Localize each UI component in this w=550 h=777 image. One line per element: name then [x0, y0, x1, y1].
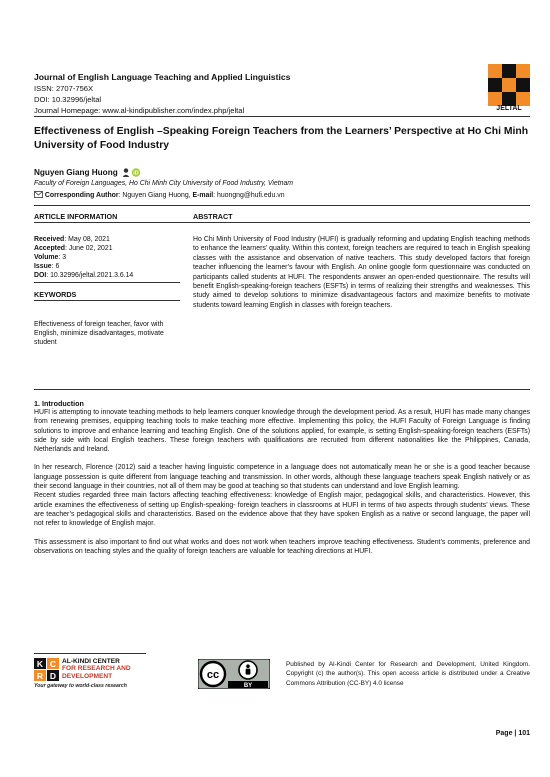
volume-row: Volume: 3 [34, 254, 67, 261]
person-icon [124, 169, 128, 173]
email-label: E-mail [192, 192, 214, 199]
keywords-bottom-rule [34, 300, 180, 301]
abstract-text: Ho Chi Minh University of Food Industry (HUFI) is gradually reforming and updating English teaching methods to enhance the learners’ quality. Within this context, foreign teachers are required to teach in English speaking classes with the assistance and observation of native teachers. This study developed factors that foreign teacher influencing the learner’s favour with English. An online google form questionnaire was conducted on participants called students at HUFI. The respondents answer an open-ended questionnaire. The results will benefit English-speaking-foreign teachers (ESFTs) in terms of realizing their strengths and weaknesses. This study aimed to develop solutions to minimize disadvantageous factors and maximize benefits to motivate students toward learning English in classes with foreign teachers. [193, 236, 530, 309]
journal-homepage[interactable]: Journal Homepage: www.al-kindipublisher.com/index.php/jeltal [34, 106, 245, 115]
intro-paragraph-3: Recent studies regarded three main factors affecting teaching effectiveness: knowledge of English major, pedagogical skills, and characteristics. However, this article examines the effectiveness of setting up English-speaking- foreign teachers in classrooms at HUFI in terms of two aspects through students’ views. These are teacher’s pedagogical skills and characteristics. Based on the evidence above that they have spoken English as a native or second language, the paper will not refer to knowledge of English major. [34, 492, 530, 528]
keywords-top-rule [34, 282, 180, 283]
author-affiliation: Faculty of Foreign Languages, Ho Chi Minh City University of Food Industry, Vietnam [34, 180, 294, 187]
logo-square-black [502, 92, 516, 106]
article-info-heading: ARTICLE INFORMATION [34, 212, 118, 221]
journal-name: Journal of English Language Teaching and Applied Linguistics [34, 72, 291, 82]
article-title: Effectiveness of English –Speaking Foreign Teachers from the Learners’ Perspective at Ho Chi Minh University of Food Industry [34, 126, 529, 151]
akc-line-3: DEVELOPMENT [62, 672, 113, 680]
introduction-body [34, 408, 530, 556]
author-line [34, 168, 142, 177]
keywords-list: Effectiveness of foreign teacher, favor with English, minimize disadvantages, motivate student [34, 321, 164, 346]
section-rule [34, 205, 530, 206]
jeltal-logo [488, 64, 530, 106]
author-name: Nguyen Giang Huong [34, 168, 118, 177]
corresponding-label: Corresponding Author [44, 192, 119, 199]
accepted-row: Accepted: June 02, 2021 [34, 245, 113, 252]
akc-letter: K [36, 659, 44, 669]
corresponding-name: : Nguyen Giang Huong, [118, 192, 193, 199]
received-row: Received: May 08, 2021 [34, 236, 110, 243]
header-rule [34, 116, 530, 117]
author-icons[interactable] [122, 168, 142, 177]
akc-letter: C [49, 659, 57, 669]
page-number: Page | 101 [495, 730, 530, 737]
logo-square-black [502, 64, 516, 78]
abstract-bottom-rule [34, 389, 530, 390]
footer-rule [34, 653, 146, 654]
corresponding-author [34, 191, 285, 199]
by-label: BY [243, 683, 253, 689]
akc-tagline: Your gateway to world-class research [34, 683, 127, 689]
article-metadata [34, 235, 180, 280]
person-icon-body [123, 175, 130, 177]
intro-paragraph-1: HUFI is attempting to innovate teaching methods to help learners conquer knowledge through the development period. As a result, HUFI has made many changes from renewing premises, equipping teaching tools to make teaching more effective. Implementing this policy, the HUFI Faculty of Foreign Language is finding solutions to improve and enhance learning and teaching English. One of the solutions applied, for example, is setting English-speaking-foreign teachers (ESFTs) side by side with local English teachers. These foreign teachers with qualifications are recruited from different nationalities like the Philippines, Canada, Netherlands and Ireland. [34, 409, 530, 454]
logo-label: JELTAL [496, 105, 522, 112]
issue-row: Issue: 6 [34, 263, 60, 270]
akc-line-2: FOR RESEARCH AND [62, 665, 131, 673]
svg-text:cc: cc [206, 669, 220, 681]
logo-square-black [516, 78, 530, 92]
abstract-heading: ABSTRACT [193, 212, 233, 221]
cc-by-badge[interactable] [198, 659, 270, 689]
logo-square-orange [516, 92, 530, 106]
info-header-rule [34, 222, 530, 223]
envelope-icon [34, 191, 43, 198]
akc-letter: D [49, 671, 57, 681]
keywords-heading: KEYWORDS [34, 290, 77, 299]
akc-logo-grid [34, 658, 60, 682]
akc-name [62, 658, 131, 680]
logo-square-orange [488, 64, 502, 78]
introduction-heading: 1. Introduction [34, 399, 84, 408]
intro-paragraph-2: In her research, Florence (2012) said a teacher having linguistic competence in a language does not automatically mean he or she is a good teacher because language possession is quite different from language teaching and transmission. In other words, although these language teachers speak English natively or as their second language in their countries, not all of them may be good at teaching so that students can understand and love English learning. [34, 464, 530, 491]
license-text: Published by Al-Kindi Center for Research and Development, United Kingdom. Copyright (c) the author(s). This open access article is distributed under a Creative Commons Attribution (CC-BY) 4.0 license [286, 661, 530, 687]
journal-issn: ISSN: 2707-756X [34, 84, 94, 93]
email-value[interactable]: : huongng@hufi.edu.vn [213, 192, 285, 199]
doi-row[interactable]: DOI: 10.32996/jeltal.2021.3.6.14 [34, 272, 134, 279]
akc-letter: R [36, 671, 44, 681]
logo-square-orange [502, 78, 516, 92]
svg-text:iD: iD [133, 170, 139, 177]
akc-line-1: AL-KINDI CENTER [62, 658, 120, 665]
logo-square-orange [488, 92, 502, 106]
journal-doi: DOI: 10.32996/jeltal [34, 95, 102, 104]
logo-square-black [488, 78, 502, 92]
intro-paragraph-4: This assessment is also important to find out what works and does not work when teachers improve teaching effectiveness. Student’s comments, preference and observations on teaching styles and the quality of foreign teachers are valuable for teaching directions at HUFI. [34, 538, 530, 555]
logo-square-orange [516, 64, 530, 78]
